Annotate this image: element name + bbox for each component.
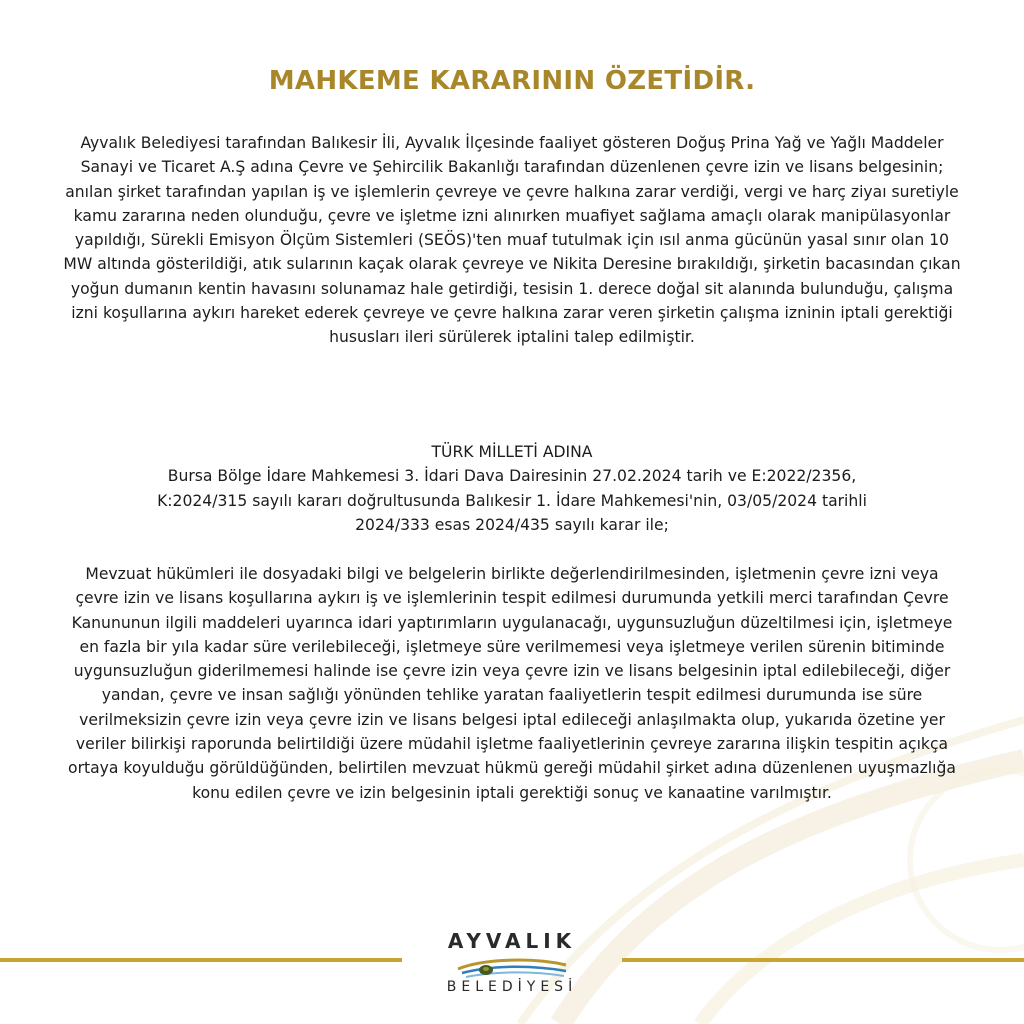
logo-text-bottom: BELEDİYESİ <box>446 979 578 995</box>
verdict-line-2: K:2024/315 sayılı kararı doğrultusunda Balıkesir 1. İdare Mahkemesi'nin, 03/05/2024 tarihli <box>157 491 867 510</box>
verdict-block <box>62 440 962 537</box>
verdict-heading: TÜRK MİLLETİ ADINA <box>431 443 593 461</box>
logo-mark-icon <box>452 955 572 981</box>
summary-paragraph: Ayvalık Belediyesi tarafından Balıkesir İli, Ayvalık İlçesinde faaliyet gösteren Doğuş Prina Yağ ve Yağlı Maddeler Sanayi ve Ticaret A.Ş adına Çevre ve Şehircilik Bakanlığı tarafından düzenlenen çevre izin ve lisans belgesinin; anılan şirket tarafından yapılan iş ve işlemlerin çevreye ve çevre halkına zarar verdiği, vergi ve harç ziyaı suretiyle kamu zararına neden olunduğu, çevre ve işletme izni alınırken muafiyet sağlama amaçlı olarak manipülasyonlar yapıldığı, Sürekli Emisyon Ölçüm Sistemleri (SEÖS)'ten muaf tutulmak için ısıl anma gücünün yasal sınır olan 10 MW altında gösterildiği, atık sularının kaçak olarak çevreye ve Nikita Deresine bırakıldığı, şirketin bacasından çıkan yoğun dumanın kentin havasını solunamaz hale getirdiği, tesisin 1. derece doğal sit alanında bulunduğu, çalışma izni koşullarına aykırı hareket ederek çevreye ve çevre halkına zarar veren şirketin çalışma izninin iptali gerektiği hususları ileri sürülerek iptalini talep edilmiştir. <box>63 134 961 347</box>
footer-divider-right <box>622 958 1024 962</box>
verdict-line-3: 2024/333 esas 2024/435 sayılı karar ile; <box>355 515 669 534</box>
logo-text-top: AYVALIK <box>447 929 577 953</box>
verdict-line-1: Bursa Bölge İdare Mahkemesi 3. İdari Dava Dairesinin 27.02.2024 tarih ve E:2022/2356, <box>167 467 857 486</box>
ayvalik-municipality-logo <box>412 925 612 1005</box>
footer-divider-left <box>0 958 402 962</box>
page-title: MAHKEME KARARININ ÖZETİDİR. <box>268 66 756 96</box>
decision-paragraph: Mevzuat hükümleri ile dosyadaki bilgi ve belgelerin birlikte değerlendirilmesinden, işletmenin çevre izni veya çevre izin ve lisans koşullarına aykırı iş ve işlemlerinin tespit edilmesi durumunda yetkili merci tarafından Çevre Kanununun ilgili maddeleri uyarınca idari yaptırımların uygulanacağı, uygunsuzluğun düzeltilmesi için, işletmeye en fazla bir yıla kadar süre verilebileceği, işletmeye süre verilmemesi veya işletmeye verilen sürenin bitiminde uygunsuzluğun giderilmemesi halinde ise çevre izin veya çevre izin ve lisans belgesinin iptal edilebileceği, diğer yandan, çevre ve insan sağlığı yönünden tehlike yaratan faaliyetlerin tespit edilmesi durumunda ise süre verilmeksizin çevre izin veya çevre izin ve lisans belgesi iptal edileceği anlaşılmakta olup, yukarıda özetine yer veriler bilirkişi raporunda belirtildiği üzere müdahil işletme faaliyetlerinin çevreye zararına ilişkin tespitin açıkça ortaya koyulduğu görüldüğünden, belirtilen mevzuat hükmü gereği müdahil şirket adına düzenlenen uyuşmazlığa konu edilen çevre ve izin belgesinin iptali gerektiği sonuç ve kanaatine varılmıştır. <box>68 565 956 802</box>
